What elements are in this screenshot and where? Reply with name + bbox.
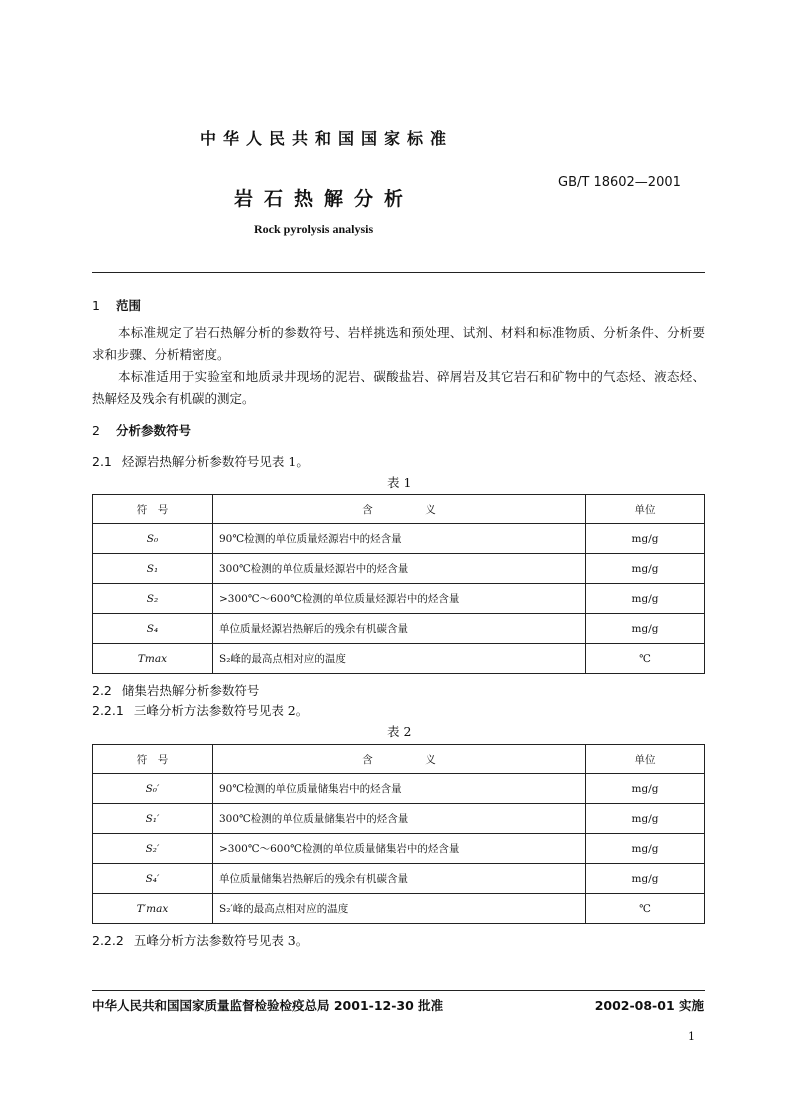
section-1-heading <box>92 296 141 314</box>
subsection-2-1 <box>92 452 309 470</box>
header-unit: 单位 <box>586 745 705 774</box>
symbol-cell: S₂ <box>93 584 213 614</box>
symbol-cell: T′max <box>93 894 213 924</box>
meaning-cell: 90℃检测的单位质量储集岩中的烃含量 <box>213 774 586 804</box>
subsection-2-2-2 <box>92 931 308 949</box>
meaning-cell: >300℃～600℃检测的单位质量烃源岩中的烃含量 <box>213 584 586 614</box>
table-1 <box>92 494 705 674</box>
section-number: 2 <box>92 423 100 438</box>
table-header-row <box>93 495 705 524</box>
section-title: 分析参数符号 <box>116 423 192 438</box>
section-title: 范围 <box>116 298 142 313</box>
header-symbol: 符 号 <box>93 495 213 524</box>
table-row <box>93 584 705 614</box>
header-symbol: 符 号 <box>93 745 213 774</box>
unit-cell: mg/g <box>586 774 705 804</box>
document-title: 岩石热解分析 <box>234 188 415 210</box>
symbol-cell: S₄′ <box>93 864 213 894</box>
subsection-text: 烃源岩热解分析参数符号见表 1。 <box>121 454 309 469</box>
subsection-number: 2.1 <box>92 454 112 469</box>
section-number: 1 <box>92 298 100 313</box>
header-meaning: 含 义 <box>213 495 586 524</box>
table-row <box>93 774 705 804</box>
table-row <box>93 614 705 644</box>
standard-title: 中华人民共和国国家标准 <box>200 129 454 148</box>
page-number: 1 <box>688 1030 695 1043</box>
meaning-cell: 单位质量储集岩热解后的残余有机碳含量 <box>213 864 586 894</box>
table-row <box>93 524 705 554</box>
table-2-caption: 表 2 <box>387 724 412 739</box>
table-row <box>93 834 705 864</box>
meaning-cell: 300℃检测的单位质量烃源岩中的烃含量 <box>213 554 586 584</box>
header-meaning: 含 义 <box>213 745 586 774</box>
scope-paragraph-1: 本标准规定了岩石热解分析的参数符号、岩样挑选和预处理、试剂、材料和标准物质、分析条件、分析要求和步骤、分析精密度。 <box>92 325 705 362</box>
subsection-number: 2.2.1 <box>92 703 124 718</box>
table-row <box>93 804 705 834</box>
symbol-cell: Tmax <box>93 644 213 674</box>
subsection-number: 2.2.2 <box>92 933 124 948</box>
document-title-english: Rock pyrolysis analysis <box>254 222 374 236</box>
table-row <box>93 644 705 674</box>
symbol-cell: S₂′ <box>93 834 213 864</box>
table-row <box>93 894 705 924</box>
unit-cell: mg/g <box>586 614 705 644</box>
table-1-caption: 表 1 <box>387 475 412 490</box>
footer-divider <box>92 990 705 991</box>
unit-cell: mg/g <box>586 834 705 864</box>
symbol-cell: S₀ <box>93 524 213 554</box>
symbol-cell: S₁ <box>93 554 213 584</box>
header-unit: 单位 <box>586 495 705 524</box>
subsection-2-2 <box>92 681 259 699</box>
table-row <box>93 554 705 584</box>
unit-cell: mg/g <box>586 864 705 894</box>
standard-code: GB/T 18602—2001 <box>558 175 681 190</box>
section-2-heading <box>92 421 191 439</box>
unit-cell: mg/g <box>586 804 705 834</box>
subsection-text: 五峰分析方法参数符号见表 3。 <box>133 933 309 948</box>
header-divider <box>92 272 705 273</box>
unit-cell: mg/g <box>586 524 705 554</box>
meaning-cell: 单位质量烃源岩热解后的残余有机碳含量 <box>213 614 586 644</box>
unit-cell: ℃ <box>586 644 705 674</box>
symbol-cell: S₀′ <box>93 774 213 804</box>
symbol-cell: S₄ <box>93 614 213 644</box>
meaning-cell: S₂峰的最高点相对应的温度 <box>213 644 586 674</box>
meaning-cell: 300℃检测的单位质量储集岩中的烃含量 <box>213 804 586 834</box>
meaning-cell: 90℃检测的单位质量烃源岩中的烃含量 <box>213 524 586 554</box>
scope-paragraph-2: 本标准适用于实验室和地质录井现场的泥岩、碳酸盐岩、碎屑岩及其它岩石和矿物中的气态烃、液态烃、热解烃及残余有机碳的测定。 <box>92 369 705 406</box>
unit-cell: mg/g <box>586 554 705 584</box>
table-2 <box>92 744 705 924</box>
table-row <box>93 864 705 894</box>
subsection-text: 三峰分析方法参数符号见表 2。 <box>133 703 309 718</box>
unit-cell: mg/g <box>586 584 705 614</box>
subsection-2-2-1 <box>92 701 308 719</box>
implementation-date: 2002-08-01 实施 <box>594 998 704 1013</box>
unit-cell: ℃ <box>586 894 705 924</box>
meaning-cell: >300℃～600℃检测的单位质量储集岩中的烃含量 <box>213 834 586 864</box>
subsection-number: 2.2 <box>92 683 112 698</box>
meaning-cell: S₂′峰的最高点相对应的温度 <box>213 894 586 924</box>
symbol-cell: S₁′ <box>93 804 213 834</box>
subsection-text: 储集岩热解分析参数符号 <box>121 683 260 698</box>
approval-statement: 中华人民共和国国家质量监督检验检疫总局 2001-12-30 批准 <box>92 998 444 1013</box>
table-header-row <box>93 745 705 774</box>
